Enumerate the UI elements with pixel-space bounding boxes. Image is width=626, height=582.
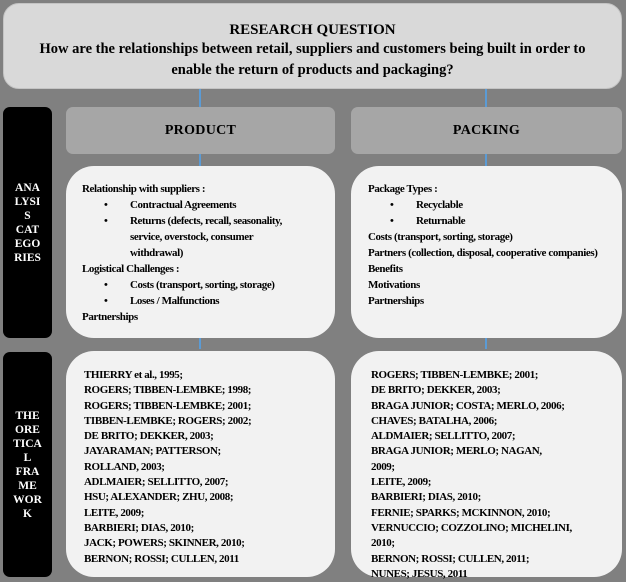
list-item <box>82 293 335 309</box>
label-part: WOR <box>13 493 42 506</box>
partnerships-item: Partnerships <box>368 295 424 307</box>
research-question-box <box>3 3 622 89</box>
list-item <box>368 197 622 213</box>
label-part: RIES <box>14 251 41 264</box>
reference-item: 2009; <box>371 460 395 473</box>
product-header <box>66 107 335 154</box>
label-part: S <box>24 209 31 222</box>
reference-item: HSU; ALEXANDER; ZHU, 2008; <box>84 491 234 504</box>
reference-item: LEITE, 2009; <box>371 476 431 489</box>
label-part: TICA <box>13 437 42 450</box>
label-part: ME <box>18 479 37 492</box>
list-item <box>82 277 335 293</box>
reference-list <box>371 368 622 580</box>
list-item <box>368 213 622 229</box>
reference-item: BERNON; ROSSI; CULLEN, 2011; <box>371 552 530 565</box>
research-question-title: RESEARCH QUESTION <box>229 22 396 38</box>
label-part: ANA <box>15 181 40 194</box>
bullet-icon: • <box>104 215 108 227</box>
analysis-categories-label <box>3 107 52 338</box>
motivations-item: Motivations <box>368 279 420 291</box>
list-item-text: Recyclable <box>416 199 463 211</box>
label-part: L <box>23 451 32 464</box>
list-item-text: Returns (defects, recall, seasonality, service, overstock, consumer withdrawal) <box>130 215 283 259</box>
reference-item: ROGERS; TIBBEN-LEMBKE; 2001; <box>84 399 252 412</box>
label-part: FRA <box>15 465 40 478</box>
reference-item: TIBBEN-LEMBKE; ROGERS; 2002; <box>84 414 252 427</box>
list-item <box>82 213 335 261</box>
label-part: THE <box>15 409 40 422</box>
reference-item: BARBIERI; DIAS, 2010; <box>371 491 481 504</box>
bullet-icon: • <box>390 215 394 227</box>
benefits-item: Benefits <box>368 263 403 275</box>
reference-item: CHAVES; BATALHA, 2006; <box>371 414 497 427</box>
packing-header <box>351 107 622 154</box>
reference-item: BRAGA JUNIOR; COSTA; MERLO, 2006; <box>371 399 565 412</box>
packing-categories-card <box>351 166 622 338</box>
label-part: LYSI <box>14 195 41 208</box>
reference-item: ADLMAIER; SELLITTO, 2007; <box>84 476 229 489</box>
label-part: K <box>23 507 32 520</box>
reference-item: VERNUCCIO; COZZOLINO; MICHELINI, <box>371 521 572 534</box>
reference-item: NUNES; JESUS, 2011 <box>371 567 468 580</box>
list-item-text: Contractual Agreements <box>130 199 237 211</box>
reference-item: 2010; <box>371 537 395 550</box>
relationship-heading: Relationship with suppliers : <box>82 183 206 195</box>
reference-item: BRAGA JUNIOR; MERLO; NAGAN, <box>371 445 542 458</box>
product-header-label: PRODUCT <box>164 122 237 138</box>
reference-item: DE BRITO; DEKKER, 2003; <box>84 430 214 443</box>
bullet-icon: • <box>104 295 108 307</box>
reference-item: BERNON; ROSSI; CULLEN, 2011 <box>84 552 239 565</box>
packing-references-card <box>351 351 622 580</box>
list-item-text: Loses / Malfunctions <box>130 295 220 307</box>
research-question-text: How are the relationships between retail, suppliers and customers being built in order to enable the return of products and packaging? <box>39 41 586 78</box>
product-references-card <box>66 351 335 577</box>
label-part: EGO <box>14 237 41 250</box>
label-part: ORE <box>15 423 40 436</box>
reference-item: LEITE, 2009; <box>84 506 144 519</box>
bullet-icon: • <box>104 279 108 291</box>
reference-item: BARBIERI; DIAS, 2010; <box>84 521 194 534</box>
reference-item: THIERRY et al., 1995; <box>84 369 183 381</box>
partnerships-item: Partnerships <box>82 311 138 323</box>
bullet-icon: • <box>390 199 394 211</box>
logistical-heading: Logistical Challenges : <box>82 263 180 275</box>
label-part: CAT <box>15 223 40 236</box>
reference-item: ROLLAND, 2003; <box>84 460 165 473</box>
list-item <box>82 197 335 213</box>
reference-item: FERNIE; SPARKS; MCKINNON, 2010; <box>371 506 551 519</box>
theoretical-framework-label <box>3 352 52 577</box>
reference-item: JAYARAMAN; PATTERSON; <box>84 445 221 458</box>
bullet-icon: • <box>104 199 108 211</box>
reference-item: DE BRITO; DEKKER, 2003; <box>371 384 501 397</box>
types-heading: Package Types : <box>368 183 438 195</box>
reference-item: ALDMAIER; SELLITTO, 2007; <box>371 430 516 443</box>
product-categories-card <box>66 166 335 338</box>
partners-item: Partners (collection, disposal, cooperative companies) <box>368 247 598 259</box>
reference-item: JACK; POWERS; SKINNER, 2010; <box>84 537 245 550</box>
reference-item: ROGERS; TIBBEN-LEMBKE; 2001; <box>371 369 539 381</box>
list-item-text: Costs (transport, sorting, storage) <box>130 279 275 291</box>
reference-item: ROGERS; TIBBEN-LEMBKE; 1998; <box>84 384 252 397</box>
costs-item: Costs (transport, sorting, storage) <box>368 231 513 243</box>
list-item-text: Returnable <box>416 215 466 227</box>
packing-header-label: PACKING <box>452 122 521 138</box>
